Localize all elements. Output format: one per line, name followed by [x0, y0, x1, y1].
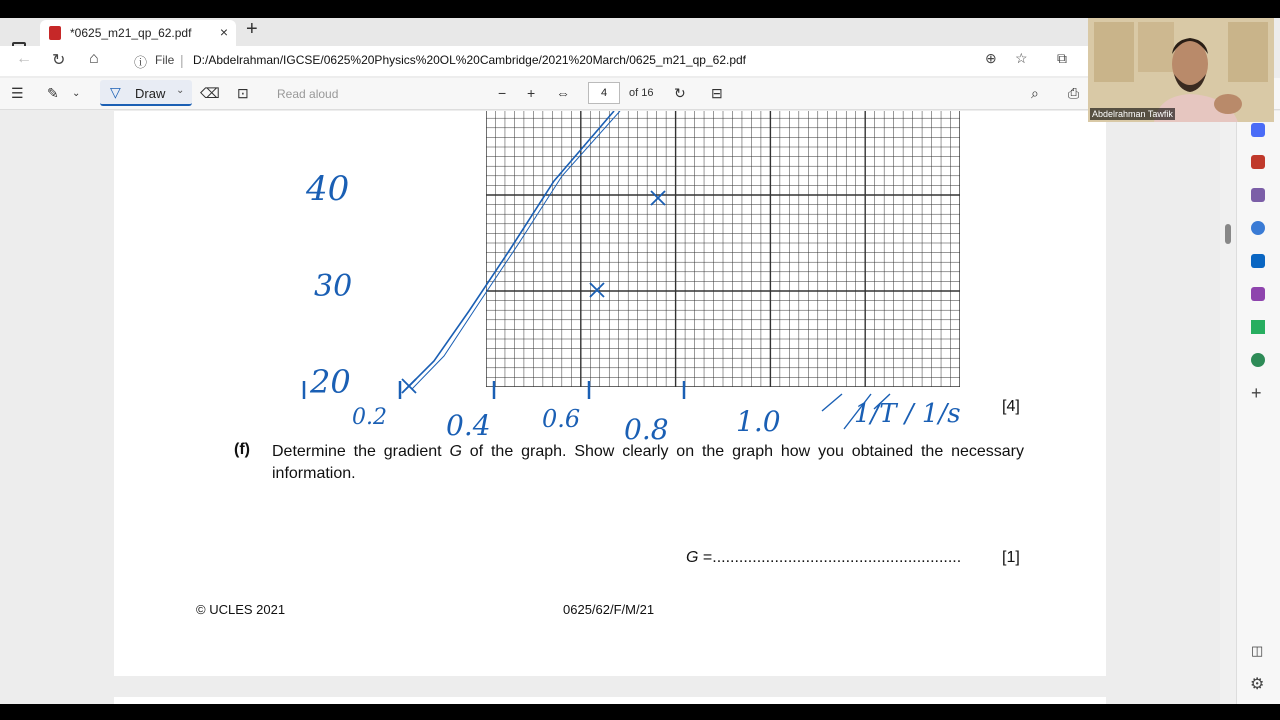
- close-tab-icon[interactable]: ×: [219, 24, 228, 40]
- webcam-overlay: [1088, 18, 1274, 122]
- footer-copyright: © UCLES 2021: [196, 602, 286, 617]
- handwritten-annotations: [294, 111, 994, 441]
- extensions-icon[interactable]: ⧉: [1057, 50, 1067, 66]
- outlook-icon[interactable]: [1251, 254, 1265, 268]
- print-icon[interactable]: ⎙: [1068, 85, 1080, 101]
- designer-icon[interactable]: [1251, 287, 1265, 301]
- zoom-icon[interactable]: ⊕: [985, 50, 997, 66]
- add-icon[interactable]: +: [1251, 383, 1262, 403]
- tab-pdf[interactable]: [40, 20, 236, 46]
- chevron-down-icon: ⌄: [176, 85, 185, 96]
- pdf-page: [114, 111, 1106, 676]
- highlight-icon[interactable]: ✎: [47, 85, 59, 101]
- pen-icon: ▽: [110, 84, 121, 100]
- marks-4: [4]: [1002, 398, 1020, 415]
- read-aloud-button[interactable]: Read aloud: [277, 87, 339, 101]
- home-icon[interactable]: ⌂: [89, 50, 99, 67]
- page-number-input[interactable]: 4: [588, 82, 620, 104]
- sidebar-panel-icon[interactable]: ◫: [1251, 643, 1264, 658]
- address-bar: [0, 46, 1088, 76]
- webcam-video: [1088, 18, 1274, 122]
- tab-title: *0625_m21_qp_62.pdf: [70, 26, 192, 40]
- pdf-viewer[interactable]: [0, 111, 1220, 704]
- address-separator: |: [180, 52, 184, 68]
- draw-button[interactable]: [100, 80, 192, 106]
- edge-sidebar: [1236, 111, 1280, 704]
- scrollbar-thumb[interactable]: [1225, 224, 1231, 244]
- tree-icon[interactable]: [1251, 353, 1265, 367]
- draw-label: Draw: [135, 86, 166, 101]
- question-text: Determine the gradient G of the graph. Show clearly on the graph how you obtained the necessary information.: [272, 443, 1025, 482]
- screen-bottom-border: [0, 704, 1280, 720]
- zoom-out-button[interactable]: −: [498, 85, 507, 101]
- office-icon[interactable]: [1251, 221, 1265, 235]
- favorite-icon[interactable]: ☆: [1015, 50, 1028, 66]
- contents-icon[interactable]: ☰: [11, 85, 24, 101]
- x-label-0-8: 0.8: [624, 413, 669, 446]
- copilot-icon[interactable]: [1251, 123, 1265, 137]
- eraser-icon[interactable]: ⌫: [200, 85, 220, 101]
- webcam-name: Abdelrahman Tawfik: [1092, 109, 1173, 119]
- tab-strip: [0, 18, 1088, 46]
- y-label-40: 40: [306, 169, 350, 209]
- y-label-30: 30: [314, 269, 353, 304]
- games-icon[interactable]: [1251, 188, 1265, 202]
- fit-width-icon[interactable]: ⇔: [556, 85, 570, 101]
- question-label: (f): [234, 441, 250, 458]
- url-field[interactable]: D:/Abdelrahman/IGCSE/0625%20Physics%20OL%20Cambridge/2021%20March/0625_m21_qp_62.pdf: [193, 53, 747, 67]
- page-total: of 16: [629, 87, 654, 99]
- refresh-icon[interactable]: ↻: [52, 52, 66, 69]
- page-view-icon[interactable]: ⊟: [711, 85, 723, 101]
- tools-icon[interactable]: [1251, 155, 1265, 169]
- footer-code: 0625/62/F/M/21: [563, 602, 655, 617]
- drop-icon[interactable]: [1251, 320, 1265, 334]
- x-axis-ticks: [304, 381, 684, 399]
- new-tab-button[interactable]: +: [246, 18, 258, 40]
- marks-1: [1]: [1002, 549, 1020, 566]
- x-label-0-6: 0.6: [542, 405, 581, 433]
- pdf-file-icon: [49, 26, 61, 40]
- screen-top-border: [0, 0, 1280, 18]
- x-axis-label: 1/T / 1/s: [854, 399, 961, 429]
- answer-line: G =........................................................: [686, 549, 962, 566]
- file-label: File: [155, 53, 175, 67]
- info-icon[interactable]: ⓘ: [134, 55, 148, 70]
- next-pdf-page: [114, 697, 1106, 704]
- x-label-1-0: 1.0: [736, 405, 781, 438]
- zoom-in-button[interactable]: +: [527, 85, 536, 101]
- y-label-20: 20: [310, 363, 351, 401]
- rotate-icon[interactable]: ↻: [674, 85, 686, 101]
- x-label-0-4: 0.4: [446, 409, 491, 442]
- settings-icon[interactable]: ⚙: [1250, 676, 1265, 693]
- scrollbar[interactable]: [1220, 111, 1236, 704]
- chevron-down-icon[interactable]: ⌄: [72, 88, 81, 99]
- search-icon[interactable]: ⌕: [1031, 85, 1039, 101]
- back-icon[interactable]: ←: [16, 50, 32, 67]
- text-icon[interactable]: ⊡: [237, 85, 249, 101]
- x-label-0-2: 0.2: [352, 405, 387, 430]
- pdf-toolbar: [0, 78, 1088, 110]
